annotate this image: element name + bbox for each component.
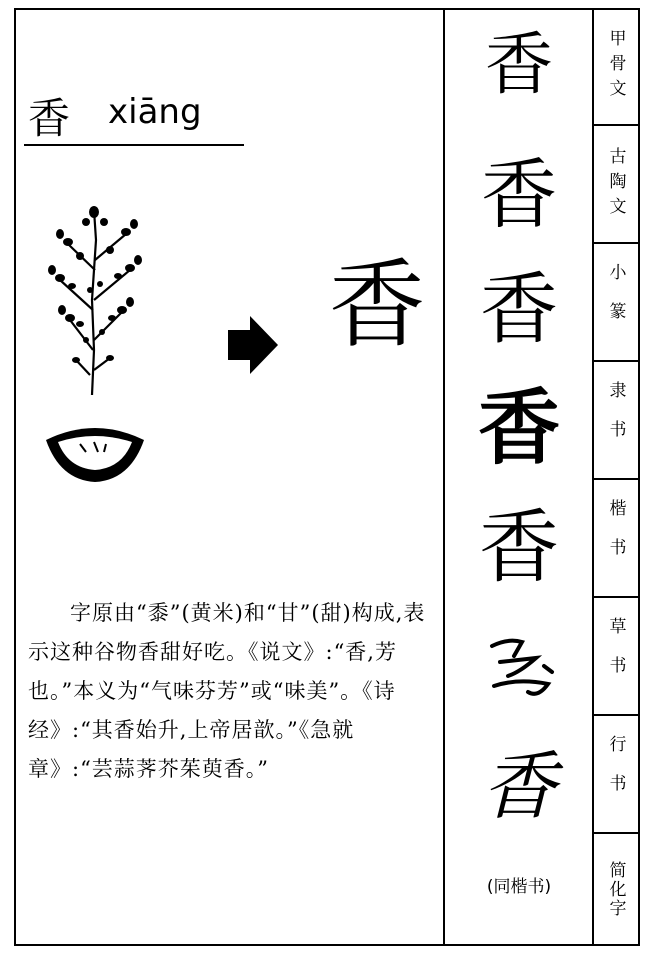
script-label-cursive: 草书 bbox=[605, 617, 626, 695]
glyph-oracle-bone: 香 bbox=[484, 26, 553, 105]
column-divider bbox=[443, 8, 445, 946]
entry-pinyin: xiāng bbox=[108, 92, 202, 132]
script-label-cell bbox=[594, 834, 638, 944]
mouth-illustration bbox=[40, 420, 150, 490]
script-label-cell bbox=[594, 598, 638, 716]
glyph-clerical: 香 bbox=[477, 380, 560, 476]
entry-character: 香 bbox=[28, 94, 71, 143]
script-label-small-seal: 小篆 bbox=[605, 263, 626, 341]
glyph-running: 香 bbox=[482, 744, 556, 830]
script-style-column bbox=[594, 8, 640, 946]
script-label-regular: 楷书 bbox=[605, 499, 626, 577]
glyph-small-seal: 香 bbox=[479, 265, 558, 355]
glyph-cursive bbox=[478, 628, 568, 708]
script-label-cell bbox=[594, 244, 638, 362]
script-label-oracle-bone: 甲骨文 bbox=[605, 28, 626, 104]
script-label-simplified: 简化字 bbox=[605, 860, 626, 918]
glyph-ancient-pottery: 香 bbox=[481, 150, 557, 239]
script-label-cell bbox=[594, 8, 638, 126]
script-label-cell bbox=[594, 126, 638, 244]
arrow-right-icon bbox=[228, 316, 278, 374]
script-label-cell bbox=[594, 362, 638, 480]
glyph-note: (同楷书) bbox=[486, 877, 552, 897]
script-label-cell bbox=[594, 716, 638, 834]
grain-plant-illustration bbox=[30, 200, 160, 400]
seal-script-glyph-large: 香 bbox=[329, 249, 425, 361]
entry-title bbox=[24, 86, 244, 146]
explanation-text: 字原由“黍”(黄米)和“甘”(甜)构成,表示这种谷物香甜好吃。《说文》:“香,芳也。”本义为“气味芬芳”或“味美”。《诗经》:“其香始升,上帝居歆。”《急就章》:“芸蒜荠芥茱萸香。” bbox=[28, 601, 426, 781]
script-label-cell bbox=[594, 480, 638, 598]
script-label-running: 行书 bbox=[605, 735, 626, 813]
script-label-ancient-pottery: 古陶文 bbox=[605, 146, 626, 222]
script-label-clerical: 隶书 bbox=[605, 381, 626, 459]
glyph-regular: 香 bbox=[479, 501, 559, 594]
